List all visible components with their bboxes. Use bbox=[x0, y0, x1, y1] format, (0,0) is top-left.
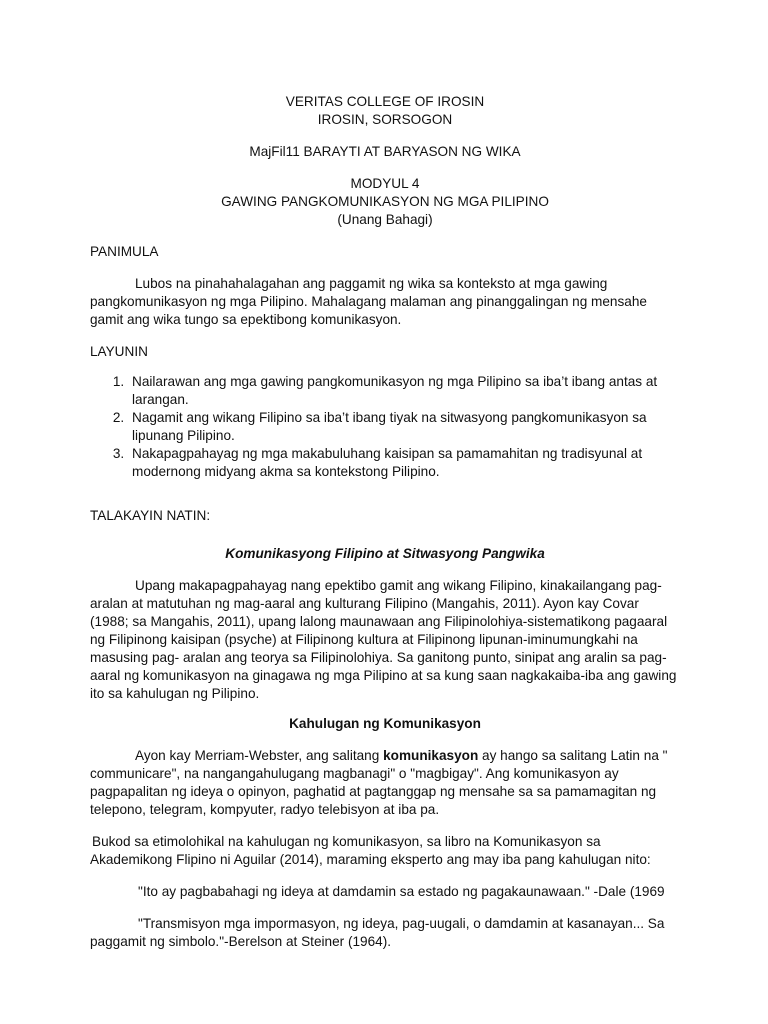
list-item: 1. Nailarawan ang mga gawing pangkomunikasyon ng mga Pilipino sa iba’t ibang antas at larangan. bbox=[128, 373, 680, 409]
module-title: GAWING PANGKOMUNIKASYON NG MGA PILIPINO bbox=[221, 194, 549, 209]
layunin-heading: LAYUNIN bbox=[90, 344, 148, 359]
quote-berelson-steiner: "Transmisyon mga impormasyon, ng ideya, pag-uugali, o damdamin at kasanayan... Sa paggamit ng simbolo."-Berelson at Steiner (1964). bbox=[90, 916, 665, 949]
list-item: 2. Nagamit ang wikang Filipino sa iba’t ibang tiyak na sitwasyong pangkomunikasyon sa lipunang Pilipino. bbox=[128, 409, 680, 445]
document-header bbox=[90, 93, 680, 129]
school-location: IROSIN, SORSOGON bbox=[317, 112, 453, 127]
quote-dale: "Ito ay pagbabahagi ng ideya at damdamin sa estado ng pagakaunawaan." -Dale (1969 bbox=[138, 884, 665, 899]
section-subtitle: Komunikasyong Filipino at Sitwasyong Pangwika bbox=[225, 546, 545, 561]
talakayin-paragraph: Upang makapagpahayag nang epektibo gamit ang wikang Filipino, kinakailangang pag-aralan at matutuhan ng mag-aaral ang kulturang Filipino (Mangahis, 2011). Ayon kay Covar (1988; sa Mangahis, 2011), upang lalong maunawaan ang Filipinolohiya-sistematikong pagaaral ng Filipinong kaisipan (psyche) at Filipinong kultura at Filipinong lipunan-iminumungkahi na masusing pag- aralan ang teorya sa Filipinolohiya. Sa ganitong punto, sinipat ang aralin sa pag-aaral ng komunikasyon na ginagawa ng mga Pilipino at sa kung saan nagkakaiba-iba ang gawing ito sa kahulugan ng Pilipino. bbox=[90, 578, 677, 701]
talakayin-heading: TALAKAYIN NATIN: bbox=[90, 508, 211, 523]
course-title-block bbox=[90, 143, 680, 161]
module-part: (Unang Bahagi) bbox=[337, 212, 433, 227]
panimula-heading: PANIMULA bbox=[90, 244, 159, 259]
panimula-paragraph: Lubos na pinahahalagahan ang paggamit ng wika sa konteksto at mga gawing pangkomunikasyon ng mga Pilipino. Mahalagang malaman ang pinanggalingan ng mensahe gamit ang wika tungo sa epektibong komunikasyon. bbox=[90, 276, 647, 327]
layunin-list bbox=[90, 373, 680, 481]
kahulugan-title: Kahulugan ng Komunikasyon bbox=[289, 716, 481, 731]
module-title-block bbox=[90, 175, 680, 229]
kahulugan-paragraph-2: Bukod sa etimolohikal na kahulugan ng komunikasyon, sa libro na Komunikasyon sa Akademikong Flipino ni Aguilar (2014), maraming eksperto ang may iba pang kahulugan nito: bbox=[90, 834, 651, 867]
list-item: 3. Nakapagpahayag ng mga makabuluhang kaisipan sa pamamahitan ng tradisyunal at modernong midyang akma sa kontekstong Pilipino. bbox=[128, 445, 680, 481]
module-number: MODYUL 4 bbox=[350, 176, 420, 191]
keyword-komunikasyon: komunikasyon bbox=[383, 748, 479, 763]
kahulugan-p1-before: Ayon kay Merriam-Webster, ang salitang bbox=[135, 748, 384, 763]
kahulugan-p1-after: ay hango sa salitang Latin na " communicare", na nangangahulugang magbanagi" o "magbigay". Ang komunikasyon ay pagpapalitan ng ideya o opinyon, paghatid at pagtanggap ng mensahe sa sa pamamagitan ng telepono, telegram, kompyuter, radyo telebisyon at iba pa. bbox=[90, 748, 668, 817]
school-name: VERITAS COLLEGE OF IROSIN bbox=[285, 94, 485, 109]
document-page bbox=[90, 93, 680, 951]
kahulugan-paragraph-1 bbox=[90, 747, 680, 819]
course-title: MajFil11 BARAYTI AT BARYASON NG WIKA bbox=[249, 144, 521, 159]
